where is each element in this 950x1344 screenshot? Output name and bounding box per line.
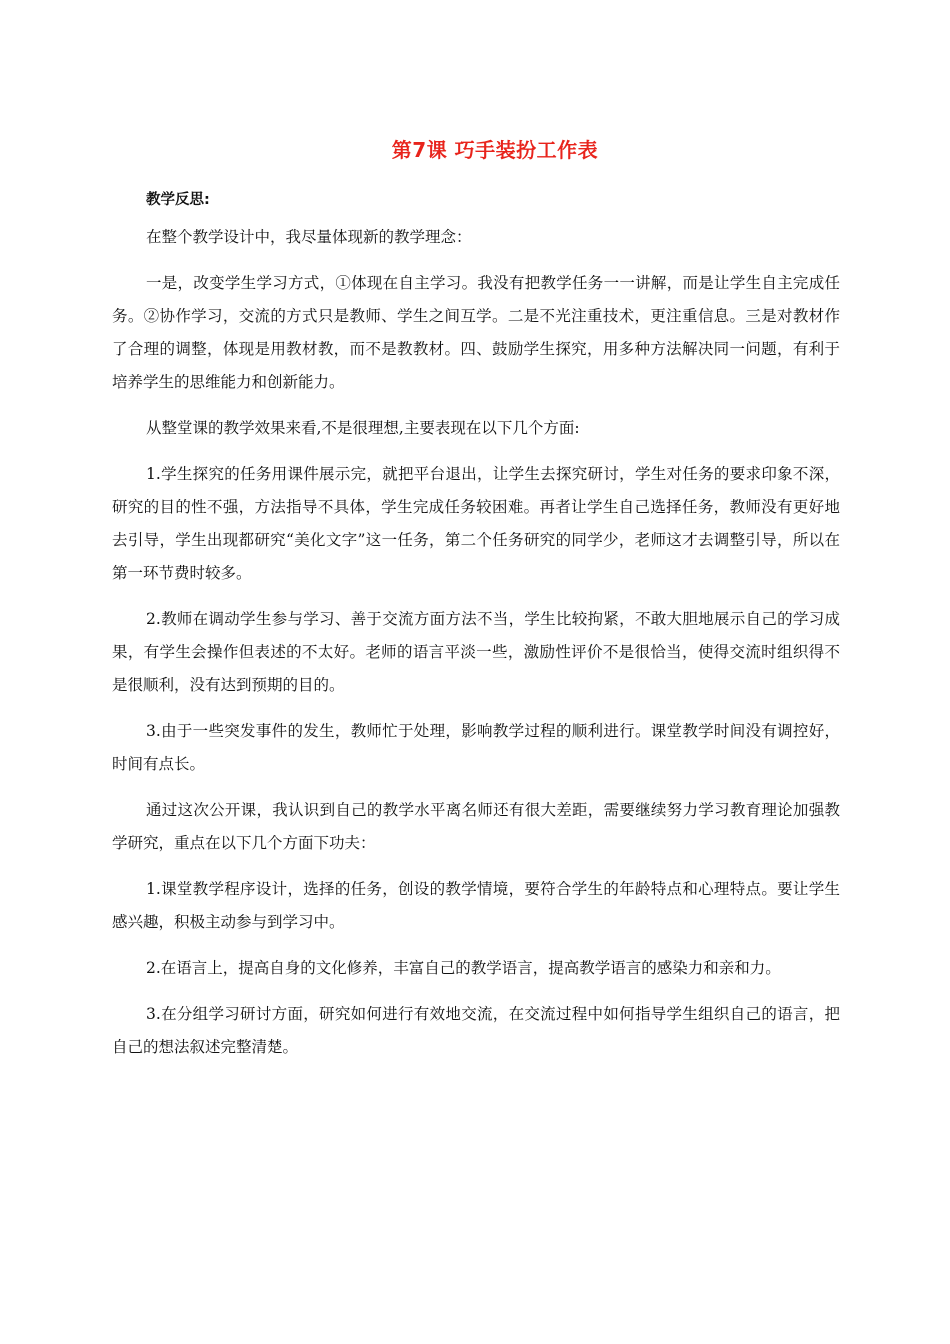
paragraph-reflection: 通过这次公开课，我认识到自己的教学水平离名师还有很大差距，需要继续努力学习教育理论加强教学研究，重点在以下几个方面下功夫： (112, 801, 840, 852)
body-text (112, 221, 840, 1077)
paragraph-improvement-2: 2.在语言上，提高自身的文化修养，丰富自己的教学语言，提高教学语言的感染力和亲和力。 (146, 959, 781, 977)
paragraph-problem-3: 3.由于一些突发事件的发生，教师忙于处理，影响教学过程的顺利进行。课堂教学时间没有调控好，时间有点长。 (112, 722, 840, 773)
paragraph-problem-2: 2.教师在调动学生参与学习、善于交流方面方法不当，学生比较拘紧，不敢大胆地展示自己的学习成果，有学生会操作但表述的不太好。老师的语言平淡一些，激励性评价不是很恰当，使得交流时组织得不是很顺利，没有达到预期的目的。 (112, 610, 840, 694)
paragraph-effect-summary: 从整堂课的教学效果来看,不是很理想,主要表现在以下几个方面: (146, 419, 580, 437)
paragraph-problem-1: 1.学生探究的任务用课件展示完，就把平台退出，让学生去探究研讨，学生对任务的要求印象不深，研究的目的性不强，方法指导不具体，学生完成任务较困难。再者让学生自己选择任务，教师没有更好地去引导，学生出现都研究“美化文字”这一任务，第二个任务研究的同学少，老师这才去调整引导，所以在第一环节费时较多。 (112, 465, 840, 582)
paragraph-principles: 一是，改变学生学习方式，①体现在自主学习。我没有把教学任务一一讲解，而是让学生自主完成任务。②协作学习，交流的方式只是教师、学生之间互学。二是不光注重技术，更注重信息。三是对教材作了合理的调整，体现是用教材教，而不是教教材。四、鼓励学生探究，用多种方法解决同一问题，有利于培养学生的思维能力和创新能力。 (112, 274, 840, 391)
page-title: 第7课 巧手装扮工作表 (391, 138, 599, 162)
paragraph-improvement-3: 3.在分组学习研讨方面，研究如何进行有效地交流，在交流过程中如何指导学生组织自己的语言，把自己的想法叙述完整清楚。 (112, 1005, 840, 1056)
paragraph-intro: 在整个教学设计中，我尽量体现新的教学理念： (146, 228, 472, 246)
paragraph-improvement-1: 1.课堂教学程序设计，选择的任务，创设的教学情境，要符合学生的年龄特点和心理特点。要让学生感兴趣，积极主动参与到学习中。 (112, 880, 840, 931)
section-heading: 教学反思: (146, 192, 210, 208)
